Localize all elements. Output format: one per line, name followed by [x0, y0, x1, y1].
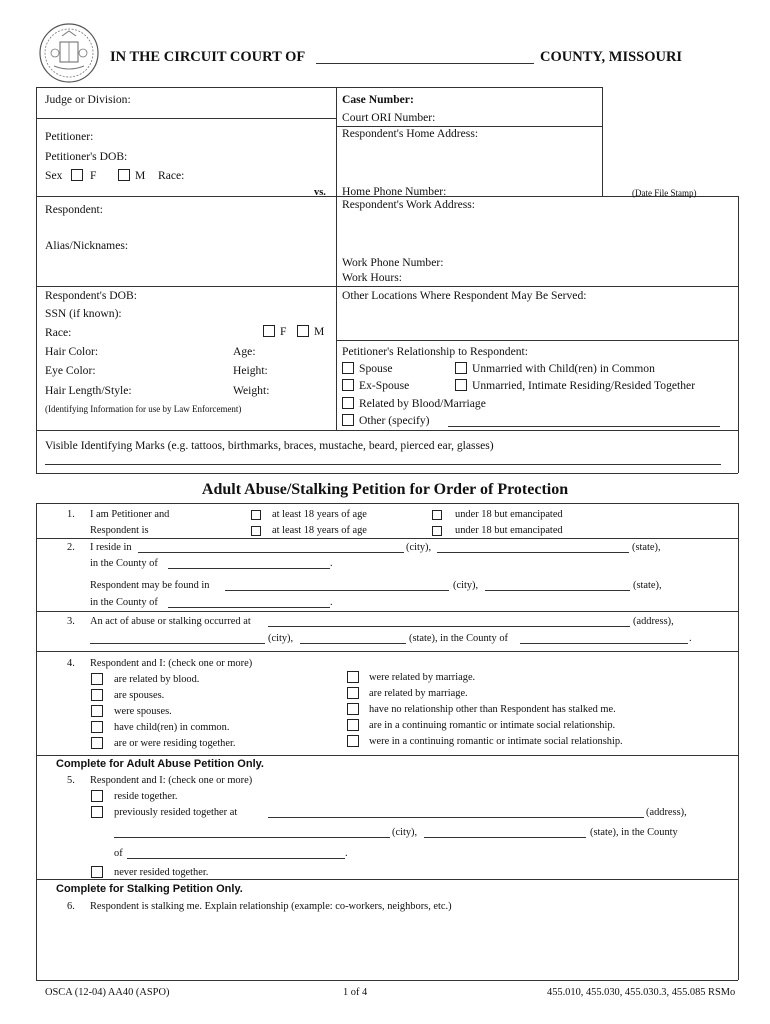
resp-sex-f-checkbox[interactable]	[263, 325, 275, 337]
resp-work-address-label: Respondent's Work Address:	[342, 198, 475, 211]
item-5-heading: Respondent and I: (check one or more)	[90, 775, 253, 786]
i4-spouses-checkbox[interactable]	[91, 689, 103, 701]
court-title	[110, 48, 305, 66]
weight-label: Weight:	[233, 384, 270, 397]
resp-sex-m-label: M	[314, 325, 325, 338]
sex-label: Sex	[45, 169, 63, 182]
resp-found-state-line[interactable]	[485, 579, 630, 591]
resp-found-city-label: (city),	[453, 580, 479, 591]
i4-continuing-checkbox[interactable]	[347, 719, 359, 731]
rel-ex-spouse-checkbox[interactable]	[342, 379, 354, 391]
i5-reside-label: reside together.	[114, 791, 178, 802]
resp-age18-checkbox[interactable]	[251, 526, 261, 536]
item-4-number: 4.	[67, 658, 75, 669]
i4-blood-checkbox[interactable]	[91, 673, 103, 685]
i4-residing-label: are or were residing together.	[114, 738, 236, 749]
i4-were-continuing-label: were in a continuing romantic or intimate social relationship.	[369, 736, 623, 747]
item-6-text: Respondent is stalking me. Explain relationship (example: co-workers, neighbors, etc.)	[90, 901, 452, 912]
ssn-label: SSN (if known):	[45, 307, 122, 320]
stalking-heading: Complete for Stalking Petition Only.	[56, 883, 243, 895]
resp-sex-m-checkbox[interactable]	[297, 325, 309, 337]
i5-never-label: never resided together.	[114, 867, 209, 878]
rel-ex-spouse-label: Ex-Spouse	[359, 379, 410, 392]
i4-continuing-label: are in a continuing romantic or intimate social relationship.	[369, 720, 616, 731]
i4-were-continuing-checkbox[interactable]	[347, 735, 359, 747]
i4-residing-checkbox[interactable]	[91, 737, 103, 749]
alias-label: Alias/Nicknames:	[45, 239, 129, 252]
act-city-label: (city),	[268, 633, 294, 644]
county-name-line[interactable]	[316, 50, 534, 64]
reside-city-line[interactable]	[138, 541, 404, 553]
page-number: 1 of 4	[343, 987, 368, 998]
i4-were-marriage-checkbox[interactable]	[347, 671, 359, 683]
hair-color-label: Hair Color:	[45, 345, 99, 358]
reside-in-label: I reside in	[90, 542, 132, 553]
petition-title: Adult Abuse/Stalking Petition for Order of Protection	[201, 481, 569, 498]
visible-marks-label: Visible Identifying Marks (e.g. tattoos, birthmarks, braces, mustache, beard, pierced ear, glasses)	[45, 439, 494, 452]
period: .	[330, 597, 333, 608]
item-6-number: 6.	[67, 901, 75, 912]
reside-county-label: in the County of	[90, 558, 158, 569]
act-abuse-label: An act of abuse or stalking occurred at	[90, 616, 251, 627]
petitioner-dob-label: Petitioner's DOB:	[45, 150, 128, 163]
respondent-label: Respondent:	[45, 203, 103, 216]
period: .	[689, 633, 692, 644]
sex-m-checkbox[interactable]	[118, 169, 130, 181]
i5-address-label: (address),	[646, 807, 687, 818]
resp-found-label: Respondent may be found in	[90, 580, 210, 591]
i4-spouses-label: are spouses.	[114, 690, 165, 701]
i5-never-checkbox[interactable]	[91, 866, 103, 878]
rel-children-checkbox[interactable]	[455, 362, 467, 374]
rel-intimate-checkbox[interactable]	[455, 379, 467, 391]
court-suffix: COUNTY, MISSOURI	[540, 49, 683, 65]
act-state-county-label: (state), in the County of	[409, 633, 508, 644]
pet-emancipated-label: under 18 but emancipated	[455, 509, 563, 520]
court-prefix: IN THE CIRCUIT COURT OF	[110, 49, 306, 65]
statutes: 455.010, 455.030, 455.030.3, 455.085 RSMo	[547, 987, 736, 998]
i4-children-checkbox[interactable]	[91, 721, 103, 733]
i4-were-spouses-label: were spouses.	[114, 706, 172, 717]
i4-no-rel-checkbox[interactable]	[347, 703, 359, 715]
act-city-line[interactable]	[90, 632, 265, 644]
rel-spouse-label: Spouse	[359, 362, 393, 375]
period: .	[345, 848, 348, 859]
sex-m-label: M	[135, 169, 146, 182]
missouri-state-seal-icon	[38, 22, 100, 84]
sex-f-label: F	[90, 169, 97, 182]
resp-found-city-line[interactable]	[225, 579, 449, 591]
reside-state-line[interactable]	[437, 541, 629, 553]
court-ori-label: Court ORI Number:	[342, 111, 436, 124]
work-hours-label: Work Hours:	[342, 271, 402, 284]
item-1-respondent-label: Respondent is	[90, 525, 149, 536]
pet-age18-label: at least 18 years of age	[272, 509, 367, 520]
eye-color-label: Eye Color:	[45, 364, 96, 377]
resp-found-state-label: (state),	[633, 580, 662, 591]
case-number-label: Case Number:	[342, 93, 414, 106]
resp-emancipated-checkbox[interactable]	[432, 526, 442, 536]
act-county-line[interactable]	[520, 632, 688, 644]
rel-children-label: Unmarried with Child(ren) in Common	[472, 362, 655, 375]
i5-state-county-label: (state), in the County	[590, 827, 678, 838]
rel-intimate-label: Unmarried, Intimate Residing/Resided Together	[472, 379, 696, 392]
resp-found-county-line[interactable]	[168, 596, 330, 608]
rel-spouse-checkbox[interactable]	[342, 362, 354, 374]
i4-were-marriage-label: were related by marriage.	[369, 672, 476, 683]
i4-blood-label: are related by blood.	[114, 674, 200, 685]
i4-are-marriage-label: are related by marriage.	[369, 688, 468, 699]
petitioner-label: Petitioner:	[45, 130, 94, 143]
resp-age18-label: at least 18 years of age	[272, 525, 367, 536]
hair-length-label: Hair Length/Style:	[45, 384, 132, 397]
pet-age18-checkbox[interactable]	[251, 510, 261, 520]
i5-city-line[interactable]	[114, 826, 390, 838]
rel-other-checkbox[interactable]	[342, 414, 354, 426]
resp-sex-f-label: F	[280, 325, 287, 338]
i5-of-label: of	[114, 848, 123, 859]
id-info-note: (Identifying Information for use by Law Enforcement)	[45, 404, 242, 414]
relationship-title: Petitioner's Relationship to Respondent:	[342, 345, 528, 358]
adult-abuse-heading: Complete for Adult Abuse Petition Only.	[56, 758, 264, 770]
reside-city-label: (city),	[406, 542, 432, 553]
resp-race-label: Race:	[45, 326, 72, 339]
home-phone-label: Home Phone Number:	[342, 185, 447, 198]
i4-children-label: have child(ren) in common.	[114, 722, 230, 733]
i4-no-rel-label: have no relationship other than Respondent has stalked me.	[369, 704, 616, 715]
i5-county-line[interactable]	[127, 847, 345, 859]
i5-reside-checkbox[interactable]	[91, 790, 103, 802]
age-label: Age:	[233, 345, 256, 358]
petitioner-race-label: Race:	[158, 169, 185, 182]
rel-blood-label: Related by Blood/Marriage	[359, 397, 486, 410]
reside-state-label: (state),	[632, 542, 661, 553]
work-phone-label: Work Phone Number:	[342, 256, 444, 269]
rel-other-label: Other (specify)	[359, 414, 430, 427]
i5-address-line[interactable]	[268, 806, 644, 818]
item-5-number: 5.	[67, 775, 75, 786]
item-4-heading: Respondent and I: (check one or more)	[90, 658, 253, 669]
i5-city-label: (city),	[392, 827, 418, 838]
period: .	[330, 558, 333, 569]
act-address-line[interactable]	[268, 615, 630, 627]
i5-previously-checkbox[interactable]	[91, 806, 103, 818]
date-file-stamp-label: (Date File Stamp)	[632, 188, 697, 198]
height-label: Height:	[233, 364, 268, 377]
pet-emancipated-checkbox[interactable]	[432, 510, 442, 520]
reside-county-line[interactable]	[168, 557, 330, 569]
rel-blood-checkbox[interactable]	[342, 397, 354, 409]
sex-f-checkbox[interactable]	[71, 169, 83, 181]
other-locations-label: Other Locations Where Respondent May Be Served:	[342, 289, 587, 302]
form-id: OSCA (12-04) AA40 (ASPO)	[45, 987, 170, 998]
item-1-number: 1.	[67, 509, 75, 520]
rel-other-line[interactable]	[448, 414, 720, 427]
resp-home-address-label: Respondent's Home Address:	[342, 127, 479, 140]
item-3-number: 3.	[67, 616, 75, 627]
visible-marks-line[interactable]	[45, 452, 721, 465]
vs-label: vs.	[314, 187, 326, 198]
i4-are-marriage-checkbox[interactable]	[347, 687, 359, 699]
resp-emancipated-label: under 18 but emancipated	[455, 525, 563, 536]
i4-were-spouses-checkbox[interactable]	[91, 705, 103, 717]
act-state-line[interactable]	[300, 632, 406, 644]
act-address-label: (address),	[633, 616, 674, 627]
resp-found-county-label: in the County of	[90, 597, 158, 608]
resp-dob-label: Respondent's DOB:	[45, 289, 137, 302]
item-1-petitioner-label: I am Petitioner and	[90, 509, 170, 520]
judge-division-label: Judge or Division:	[45, 93, 131, 106]
i5-state-line[interactable]	[424, 826, 586, 838]
i5-previously-label: previously resided together at	[114, 807, 238, 818]
item-2-number: 2.	[67, 542, 75, 553]
